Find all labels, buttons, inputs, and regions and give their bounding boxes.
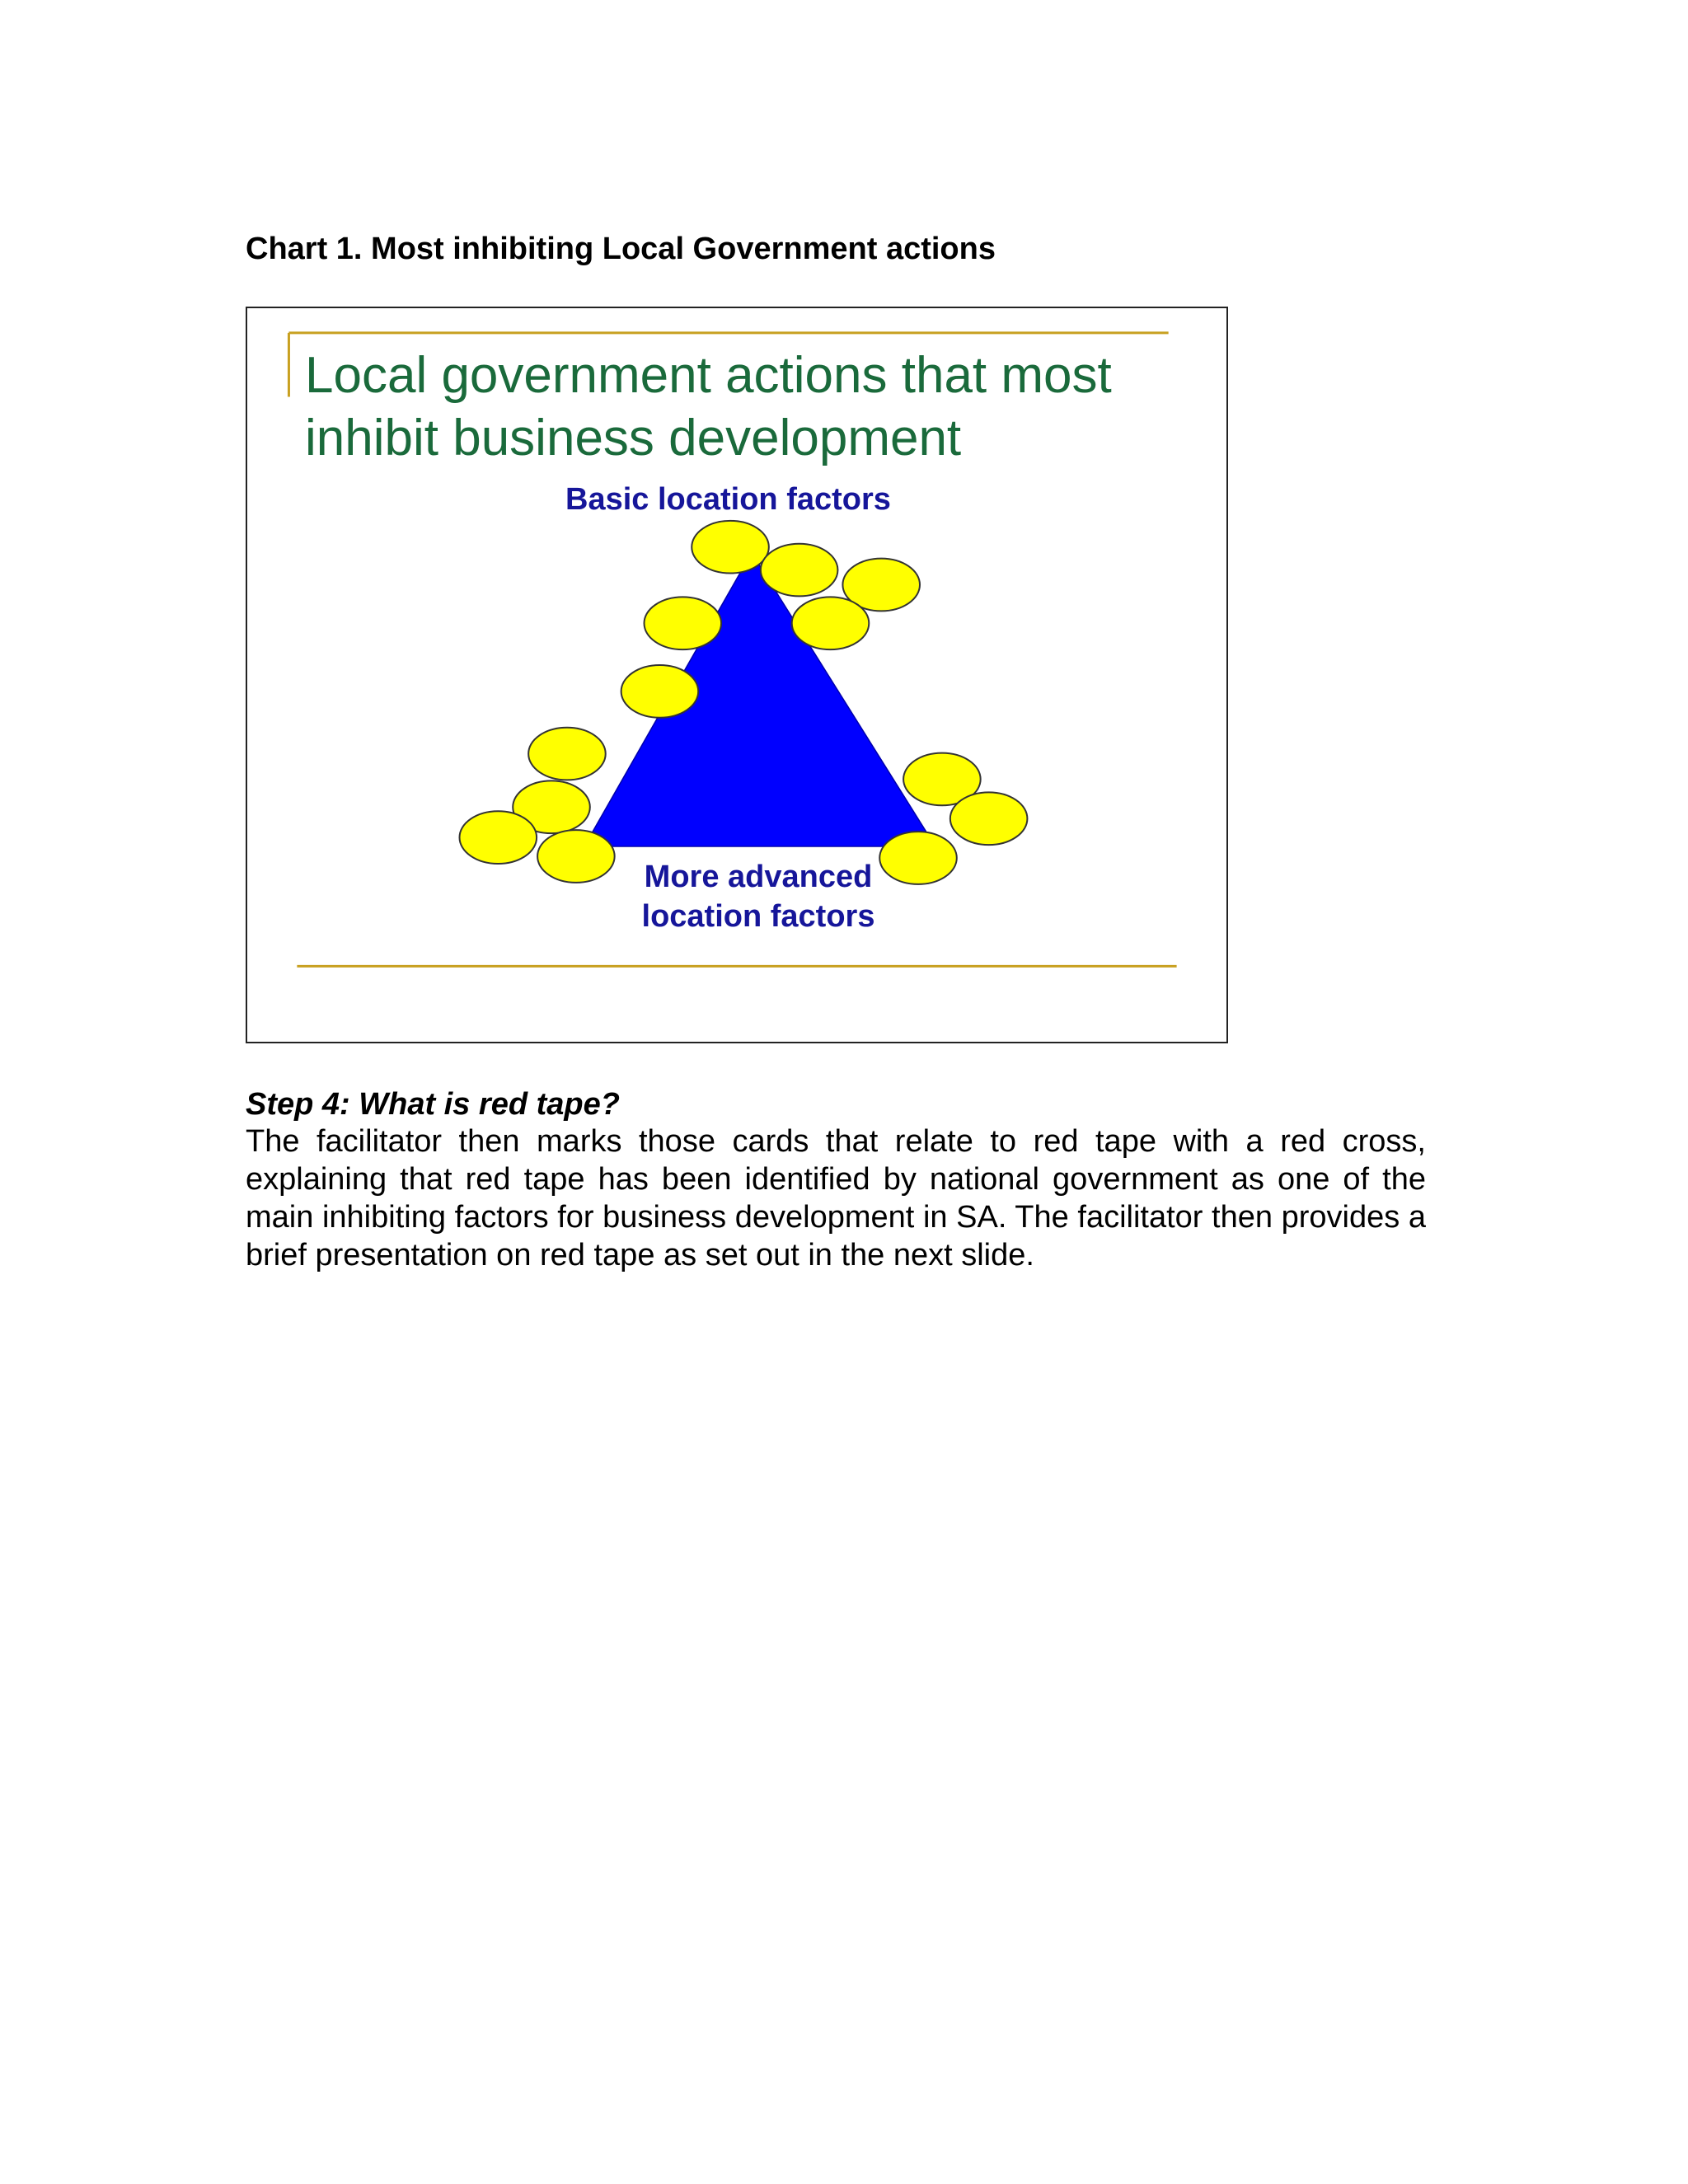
basic-location-factors-label: Basic location factors [565,482,891,517]
chart-caption: Chart 1. Most inhibiting Local Government actions [246,232,996,266]
factor-card [537,830,615,883]
step-heading: Step 4: What is red tape? [246,1087,620,1122]
factor-card [692,521,769,574]
factor-card [761,544,838,597]
factor-card [879,832,957,884]
factor-card [950,792,1028,845]
factor-card [792,597,870,649]
slide-title: Local government actions that most inhibit business development [305,347,1112,466]
factor-card [645,597,722,649]
factor-card [460,811,537,864]
factor-card [528,728,606,780]
slide-figure [246,307,1228,1043]
step-body-paragraph: The facilitator then marks those cards that relate to red tape with a red cross, explaining that red tape has been identified by national government as one of the main inhibiting factors for business development in SA. The facilitator then provides a brief presentation on red tape as set out in the next slide. [246,1124,1426,1272]
advanced-location-factors-label: More advanced location factors [641,860,875,934]
factor-card [621,665,699,718]
